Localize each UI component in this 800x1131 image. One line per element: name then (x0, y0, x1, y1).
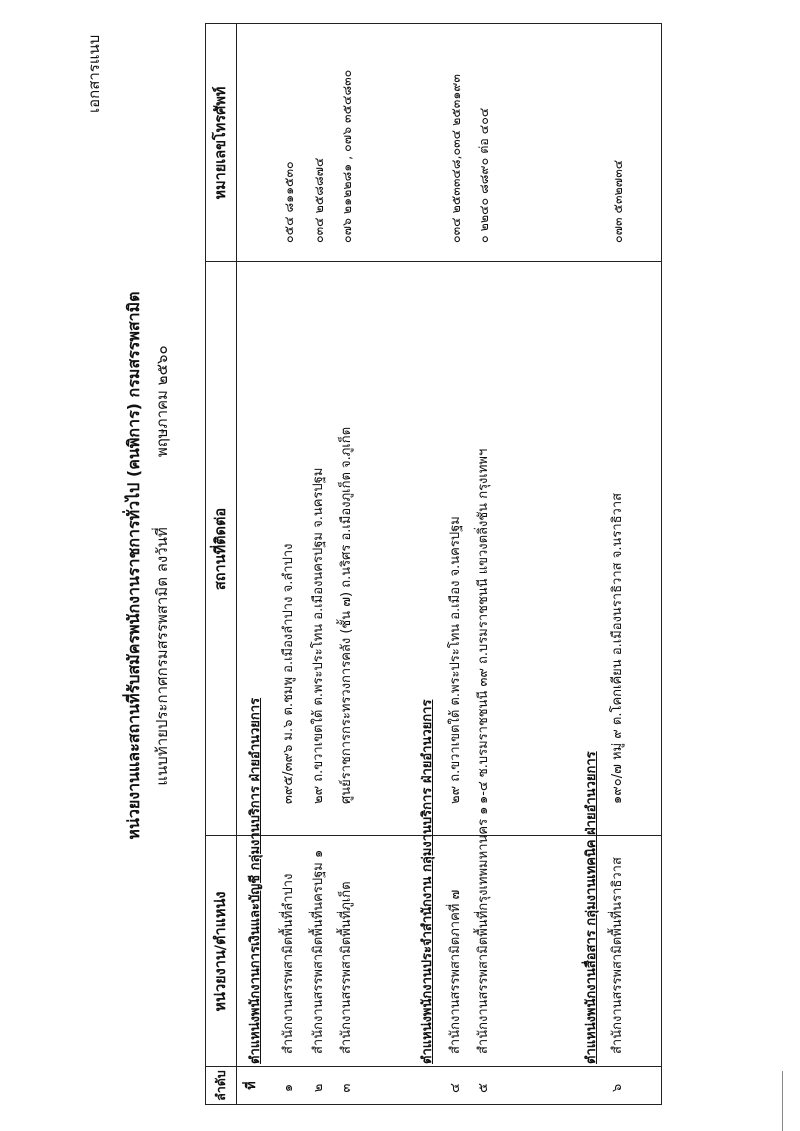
subtitle-announcement: แนบท้ายประกาศกรมสรรพสามิต ลงวันที่ (153, 527, 171, 786)
row-unit: สำนักงานสรรพสามิตภาคที่ ๗ (448, 889, 463, 1054)
row-address: ๒๙ ถ.ขวาเขตใต้ ต.พระประโทน อ.เมืองนครปฐม จ.นครปฐม (311, 467, 326, 804)
group-heading-office: ตำแหน่งพนักงานประจำสำนักงาน กลุ่มงานบริการ ฝ่ายอำนวยการ (420, 699, 435, 1064)
document-title: หน่วยงานและสถานที่รับสมัครพนักงานราชการทั่วไป (คนพิการ) กรมสรรพสามิต (124, 291, 143, 840)
row-address: ๒๙ ถ.ขวาเขตใต้ ต.พระประโทน อ.เมือง จ.นครปฐม (448, 516, 463, 804)
attachment-tag: เอกสารแนบ (85, 34, 103, 113)
row-number: ๔ (448, 1083, 463, 1093)
row-phone: ๐๓๔ ๒๕๓๓๔๘,๐๓๔ ๒๕๓๑๙๓ (448, 74, 463, 243)
row-number: ๓ (339, 1083, 354, 1093)
row-unit: สำนักงานสรรพสามิตพื้นที่นครปฐม ๑ (311, 849, 326, 1054)
subtitle-date: พฤษภาคม ๒๕๖๐ (153, 345, 171, 458)
row-address: ๑๙๐/๗ หมู่ ๙ ต.โคกเคียน อ.เมืองนราธิวาส จ.นราธิวาส (610, 492, 625, 804)
header-num: ลำดับที่ (213, 1070, 258, 1101)
row-address: ๑-๔ ซ.บรมราชชนนี ๓๙ ถ.บรมราชชนนี แขวงตลิ่งชัน กรุงเทพฯ (476, 448, 491, 804)
header-unit: หน่วยงาน/ตำแหน่ง (213, 891, 229, 1012)
recruitment-table (205, 23, 662, 1105)
row-number: ๒ (311, 1083, 326, 1093)
row-unit: สำนักงานสรรพสามิตพื้นที่ภูเก็ต (339, 881, 354, 1054)
row-number: ๖ (610, 1083, 625, 1093)
row-phone: ๐๓๔ ๒๕๘๘๗๔ (311, 157, 326, 243)
document-subtitle (150, 0, 174, 1131)
header-divider (236, 24, 237, 1104)
row-address: ๓๙๕/๓๙๖ ม.๖ ต.ชมพู อ.เมืองลำปาง จ.ลำปาง (281, 543, 296, 804)
column-divider (206, 1066, 661, 1067)
row-unit: สำนักงานสรรพสามิตพื้นที่นราธิวาส (610, 857, 625, 1054)
row-phone: ๐๕๔ ๘๑๑๕๓๐ (281, 161, 296, 243)
header-address: สถานที่ติดต่อ (213, 507, 229, 591)
row-number: ๕ (476, 1083, 491, 1093)
group-heading-finance: ตำแหน่งพนักงานการเงินและบัญชี กลุ่มงานบริการ ฝ่ายอำนวยการ (248, 697, 263, 1064)
scan-edge-mark (782, 1071, 783, 1131)
row-phone: ๐๗๖ ๒๑๒๒๘๑ , ๐๗๖ ๓๕๔๘๓๐ (339, 69, 354, 243)
column-divider (206, 261, 661, 262)
row-unit: สำนักงานสรรพสามิตพื้นที่ลำปาง (281, 873, 296, 1054)
row-unit: สำนักงานสรรพสามิตพื้นที่กรุงเทพมหานคร ๑ (476, 806, 491, 1054)
row-phone: ๐ ๒๒๔๐ ๘๘๙๐ ต่อ ๔๐๔ (476, 107, 491, 243)
header-phone: หมายเลขโทรศัพท์ (213, 86, 229, 200)
group-heading-communication: ตำแหน่งพนักงานสื่อสาร กลุ่มงานเทคนิค ฝ่ายอำนวยการ (584, 751, 599, 1064)
row-address: ศูนย์ราชการกระทรวงการคลัง (ชั้น ๗) ถ.นริศร อ.เมืองภูเก็ต จ.ภูเก็ต (339, 426, 354, 804)
row-phone: ๐๗๓ ๕๓๒๗๓๔ (610, 159, 625, 243)
row-number: ๑ (281, 1083, 296, 1093)
